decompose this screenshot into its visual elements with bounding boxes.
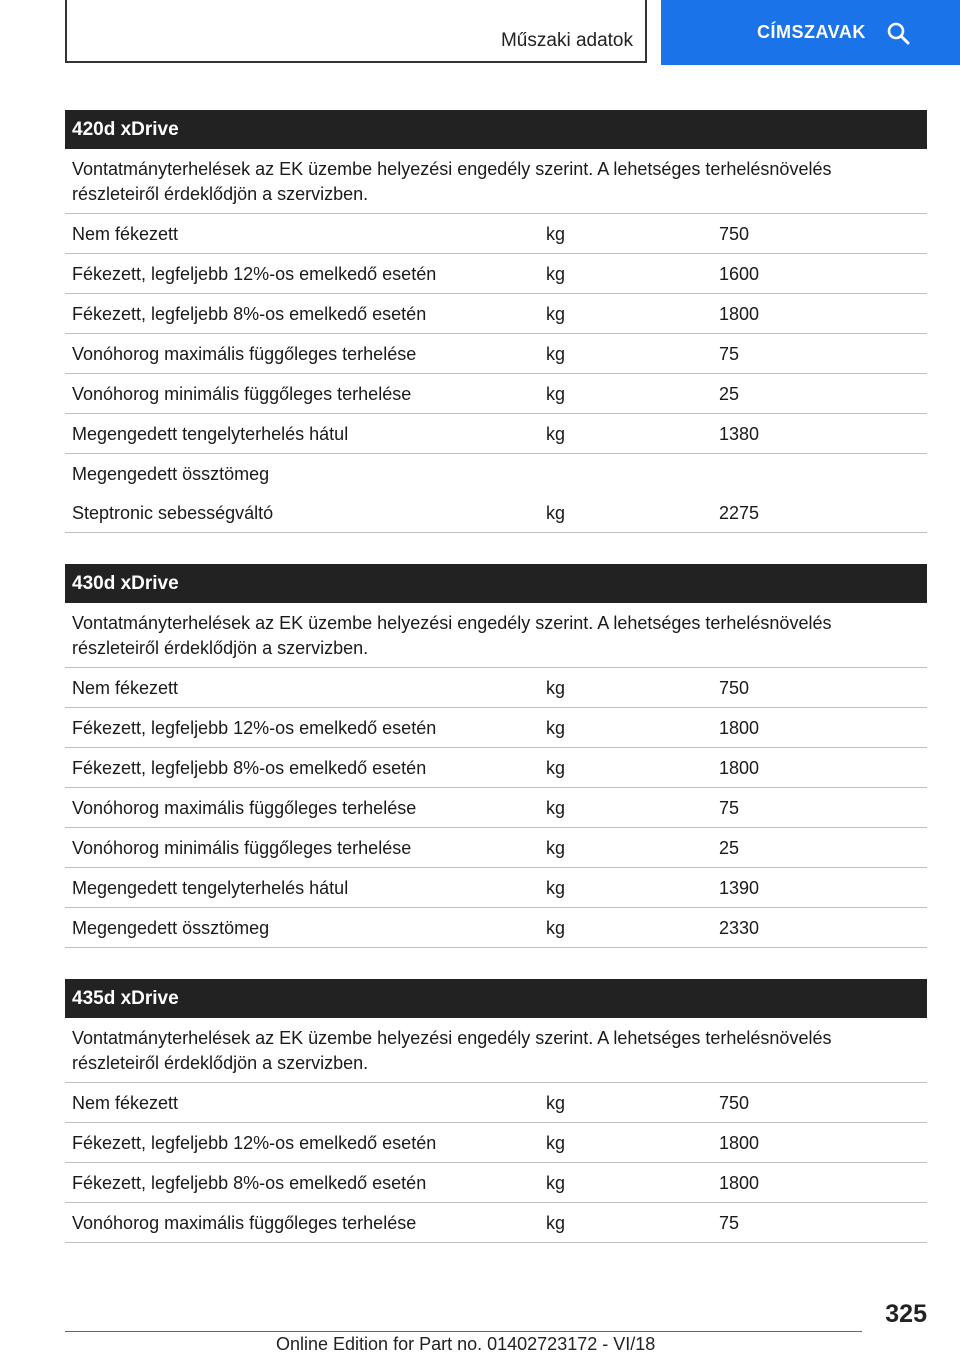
- row-value: 750: [719, 678, 750, 698]
- row-label: Fékezett, legfeljebb 12%-os emelkedő esetén: [72, 1133, 437, 1153]
- row-unit: kg: [546, 424, 566, 444]
- row-value: 1390: [719, 878, 760, 898]
- row-label: Megengedett össztömeg: [72, 464, 270, 484]
- row-value: 1800: [719, 1173, 760, 1193]
- keywords-button[interactable]: [661, 0, 960, 65]
- row-unit: kg: [546, 224, 566, 244]
- row-unit: kg: [546, 678, 566, 698]
- row-unit: kg: [546, 264, 566, 284]
- table-row: [65, 828, 927, 868]
- row-label: Vonóhorog maximális függőleges terhelése: [72, 344, 417, 364]
- table-row: [65, 374, 927, 414]
- table-row: [65, 414, 927, 454]
- section-description: Vontatmányterhelések az EK üzembe helyezési engedély szerint. A lehetséges terhelésnövelés részleteiről érdeklődjön a szervizben.: [65, 149, 927, 214]
- header-section-box: [65, 0, 647, 63]
- table-row: [65, 254, 927, 294]
- spec-content: [65, 110, 927, 1274]
- row-value: 1800: [719, 718, 760, 738]
- row-label: Fékezett, legfeljebb 12%-os emelkedő esetén: [72, 264, 437, 284]
- footer-edition: Online Edition for Part no. 01402723172 - VI/18: [276, 1334, 656, 1354]
- table-row: [65, 214, 927, 254]
- spec-section-420d: [65, 110, 927, 533]
- row-value: 1800: [719, 1133, 760, 1153]
- row-label: Vonóhorog minimális függőleges terhelése: [72, 384, 412, 404]
- row-value: 1380: [719, 424, 760, 444]
- table-row: [65, 1163, 927, 1203]
- row-unit: kg: [546, 1093, 566, 1113]
- row-value: 25: [719, 384, 740, 404]
- table-row: [65, 788, 927, 828]
- table-row: [65, 334, 927, 374]
- row-value: 2275: [719, 503, 760, 523]
- row-label: Fékezett, legfeljebb 8%-os emelkedő esetén: [72, 758, 427, 778]
- row-value: 750: [719, 224, 750, 244]
- table-row: [65, 1123, 927, 1163]
- row-value: 2330: [719, 918, 760, 938]
- row-value: 75: [719, 1213, 740, 1233]
- row-value: 1800: [719, 758, 760, 778]
- section-description: Vontatmányterhelések az EK üzembe helyezési engedély szerint. A lehetséges terhelésnövelés részleteiről érdeklődjön a szervizben.: [65, 1018, 927, 1083]
- row-unit: kg: [546, 503, 566, 523]
- row-label: Vonóhorog maximális függőleges terhelése: [72, 798, 417, 818]
- spec-section-435d: [65, 979, 927, 1243]
- row-value: 1600: [719, 264, 760, 284]
- row-label: Megengedett tengelyterhelés hátul: [72, 878, 349, 898]
- row-label-group: [65, 454, 539, 532]
- row-unit: kg: [546, 918, 566, 938]
- row-unit: kg: [546, 1133, 566, 1153]
- row-label: Vonóhorog maximális függőleges terhelése: [72, 1213, 417, 1233]
- row-unit: kg: [546, 838, 566, 858]
- row-unit: kg: [546, 384, 566, 404]
- row-value: 25: [719, 838, 740, 858]
- row-sublabel: Steptronic sebességváltó: [72, 503, 274, 523]
- section-description: Vontatmányterhelések az EK üzembe helyezési engedély szerint. A lehetséges terhelésnövelés részleteiről érdeklődjön a szervizben.: [65, 603, 927, 668]
- table-row: [65, 668, 927, 708]
- row-value: 1800: [719, 304, 760, 324]
- row-label: Nem fékezett: [72, 224, 179, 244]
- row-unit: kg: [546, 798, 566, 818]
- row-unit: kg: [546, 1213, 566, 1233]
- row-label: Vonóhorog minimális függőleges terhelése: [72, 838, 412, 858]
- table-row: [65, 868, 927, 908]
- row-label: Fékezett, legfeljebb 12%-os emelkedő esetén: [72, 718, 437, 738]
- spec-section-430d: [65, 564, 927, 948]
- table-row: [65, 908, 927, 948]
- table-row: [65, 748, 927, 788]
- row-unit: kg: [546, 878, 566, 898]
- keywords-button-label: CÍMSZAVAK: [757, 22, 866, 42]
- row-value: 75: [719, 798, 740, 818]
- row-label: Nem fékezett: [72, 1093, 179, 1113]
- row-label: Megengedett össztömeg: [72, 918, 270, 938]
- header-section-title: Műszaki adatok: [500, 30, 633, 51]
- row-unit: kg: [546, 718, 566, 738]
- search-icon: [886, 21, 910, 45]
- row-label: Fékezett, legfeljebb 8%-os emelkedő esetén: [72, 304, 427, 324]
- section-title: 420d xDrive: [65, 110, 927, 149]
- table-row: [65, 708, 927, 748]
- footer-divider: [65, 1331, 862, 1332]
- section-title: 435d xDrive: [65, 979, 927, 1018]
- row-label: Nem fékezett: [72, 678, 179, 698]
- row-value: 75: [719, 344, 740, 364]
- row-unit: kg: [546, 304, 566, 324]
- table-row: [65, 1083, 927, 1123]
- page-number: 325: [885, 1300, 927, 1328]
- row-unit: kg: [546, 758, 566, 778]
- row-label: Megengedett tengelyterhelés hátul: [72, 424, 349, 444]
- table-row: [65, 294, 927, 334]
- table-row-total: [65, 454, 927, 533]
- table-row: [65, 1203, 927, 1243]
- row-unit: kg: [546, 1173, 566, 1193]
- section-title: 430d xDrive: [65, 564, 927, 603]
- row-label: Fékezett, legfeljebb 8%-os emelkedő esetén: [72, 1173, 427, 1193]
- row-value: 750: [719, 1093, 750, 1113]
- row-unit: kg: [546, 344, 566, 364]
